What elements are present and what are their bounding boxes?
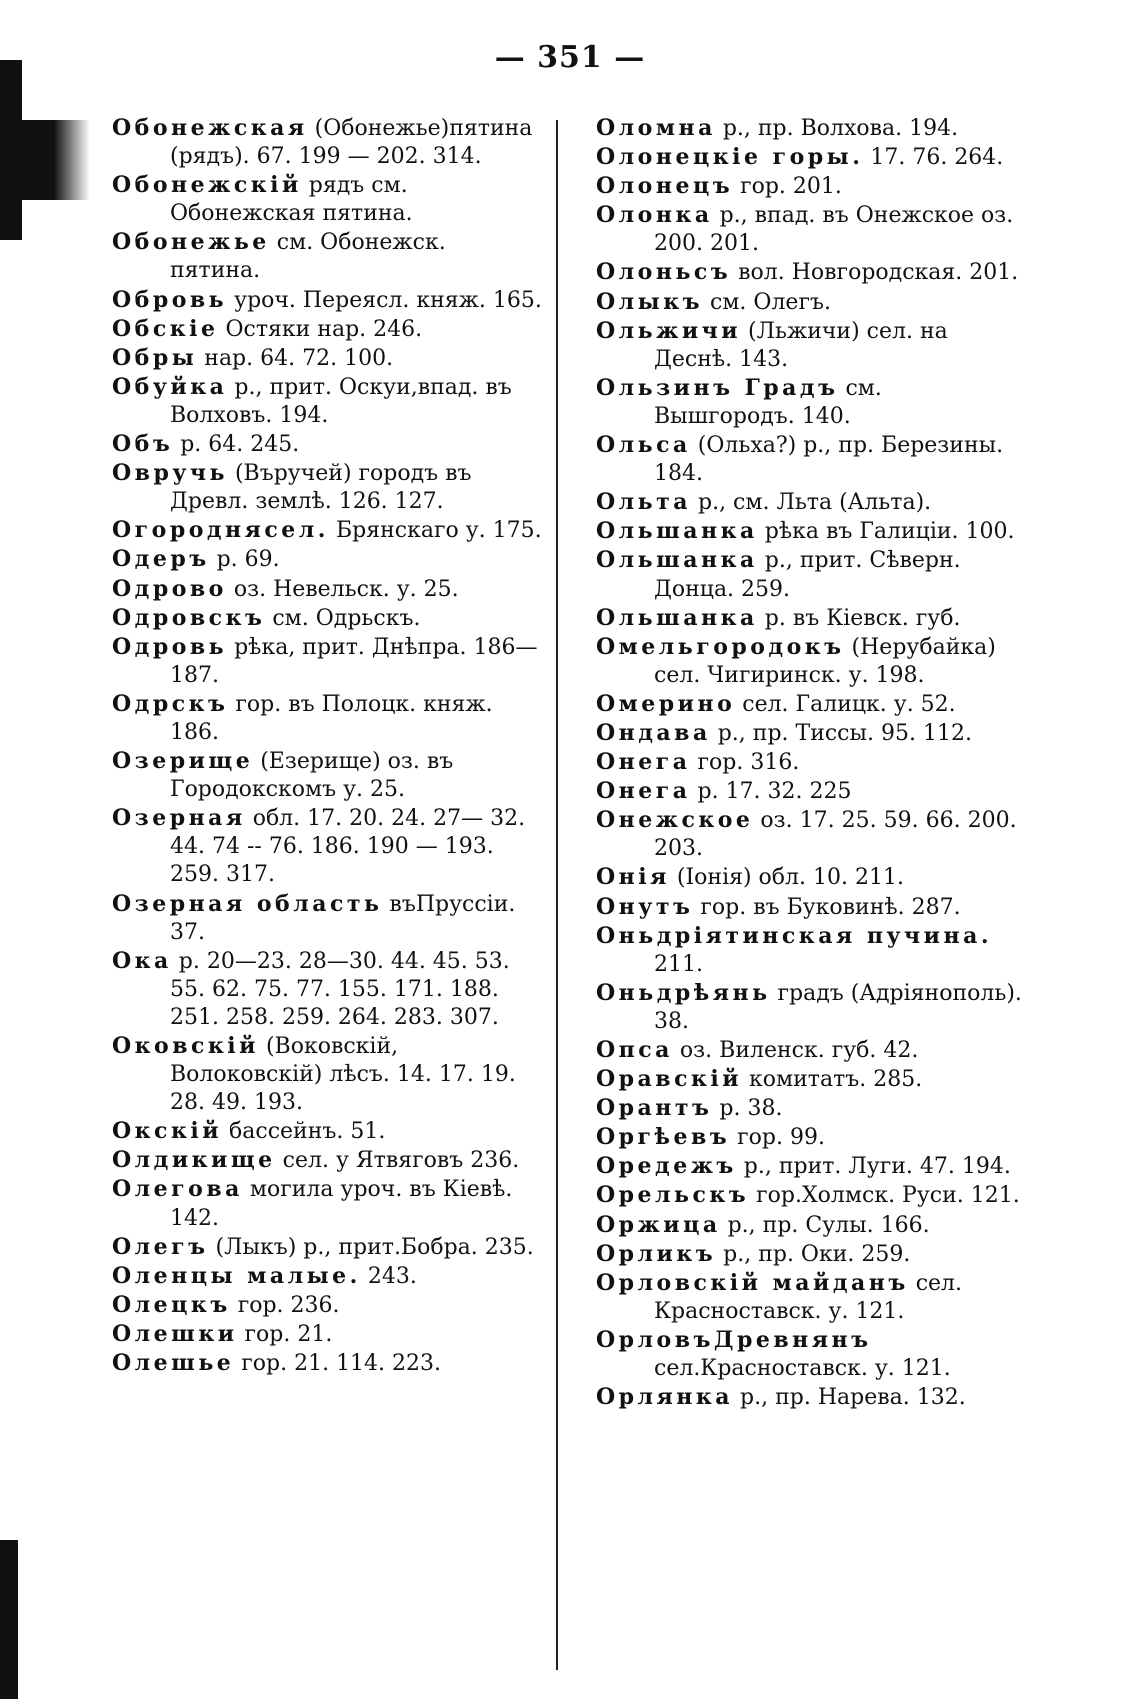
entry-headword: Орликъ bbox=[596, 1240, 717, 1267]
entry-text: см. Одрьскъ. bbox=[265, 605, 421, 631]
entry-text: (Воковскій, Волоковскій) лѣсъ. 14. 17. 19. 28. 49. 193. bbox=[170, 1034, 516, 1116]
scan-edge-shadow bbox=[0, 120, 90, 200]
entry-headword: Оломна bbox=[596, 115, 716, 141]
entry-headword: Оленцы малые. bbox=[112, 1262, 361, 1289]
entry-text: въПруссіи. 37. bbox=[170, 891, 516, 945]
entry-headword: Олоньсъ bbox=[596, 259, 732, 286]
entry-text: оз. 17. 25. 59. 66. 200. 203. bbox=[654, 808, 1017, 862]
entry-text: (Езерище) оз. въ Городокскомъ у. 25. bbox=[170, 749, 454, 803]
entry-text: градъ (Адріянополь). 38. bbox=[654, 980, 1022, 1034]
index-entry bbox=[596, 690, 1026, 719]
entry-headword: Огороднясел. bbox=[112, 517, 329, 544]
entry-headword: ОрловъДревнянъ bbox=[596, 1326, 872, 1353]
entry-headword: Оравскій bbox=[596, 1066, 743, 1093]
entry-headword: Оньдріятинская пучина. bbox=[596, 922, 992, 949]
entry-text: сел. у Ятвяговъ 236. bbox=[275, 1148, 520, 1174]
entry-text: рѣка, прит. Днѣпра. 186—187. bbox=[170, 634, 538, 688]
index-entry bbox=[596, 374, 1026, 431]
entry-headword: Олонка bbox=[596, 202, 713, 229]
index-entry bbox=[112, 747, 542, 804]
index-entry bbox=[596, 517, 1026, 546]
index-entry bbox=[112, 1320, 542, 1349]
entry-headword: Одровскъ bbox=[112, 604, 266, 631]
entry-text: см. Олегъ. bbox=[703, 289, 831, 315]
entry-text: р., пр. Волхова. 194. bbox=[715, 116, 959, 141]
index-entry bbox=[596, 172, 1026, 201]
index-entry bbox=[596, 1123, 1026, 1152]
index-entry bbox=[596, 1383, 1026, 1412]
entry-text: р., пр. Нарева. 132. bbox=[733, 1385, 966, 1411]
index-entry bbox=[596, 604, 1026, 633]
entry-headword: Ока bbox=[112, 947, 172, 974]
index-entry bbox=[112, 171, 542, 228]
index-entry bbox=[112, 1262, 542, 1291]
entry-headword: Ольшанка bbox=[596, 518, 758, 545]
entry-text: рядъ см. Обонежская пятина. bbox=[170, 173, 413, 227]
entry-headword: Олецкъ bbox=[112, 1291, 231, 1318]
index-entry bbox=[596, 201, 1026, 258]
entry-text: р., см. Льта (Альта). bbox=[691, 490, 932, 516]
index-entry bbox=[112, 1233, 542, 1262]
entry-text: р., пр. Сулы. 166. bbox=[720, 1212, 930, 1238]
entry-text: р., прит. Луги. 47. 194. bbox=[736, 1154, 1011, 1180]
entry-text: вол. Новгородская. 201. bbox=[731, 260, 1019, 286]
index-entry bbox=[596, 258, 1026, 287]
index-entry bbox=[112, 1291, 542, 1320]
entry-text: сел.Красноставск. у. 121. bbox=[654, 1356, 951, 1382]
entry-headword: Одрово bbox=[112, 575, 227, 602]
index-entry bbox=[596, 719, 1026, 748]
entry-headword: Онія bbox=[596, 864, 670, 891]
entry-text: оз. Виленск. губ. 42. bbox=[672, 1038, 919, 1063]
entry-text: гор. 21. 114. 223. bbox=[234, 1351, 442, 1377]
entry-headword: Обонежская bbox=[112, 115, 308, 141]
index-entry bbox=[596, 288, 1026, 317]
index-entry bbox=[596, 488, 1026, 517]
entry-headword: Орантъ bbox=[596, 1095, 713, 1122]
entry-headword: Ольшанка bbox=[596, 604, 758, 631]
entry-text: комитатъ. 285. bbox=[742, 1067, 923, 1093]
entry-text: р., впад. въ Онежское оз. 200. 201. bbox=[654, 203, 1014, 257]
index-entry bbox=[112, 1032, 542, 1117]
entry-headword: Олегъ bbox=[112, 1233, 209, 1260]
index-entry bbox=[596, 893, 1026, 922]
entry-headword: Объ bbox=[112, 431, 174, 458]
entry-headword: Ондава bbox=[596, 719, 711, 746]
entry-headword: Озерище bbox=[112, 748, 254, 775]
entry-headword: Овручь bbox=[112, 460, 228, 487]
index-column-left bbox=[112, 114, 542, 1378]
entry-headword: Ольта bbox=[596, 489, 691, 516]
entry-text: р. 20—23. 28—30. 44. 45. 53. 55. 62. 75. 77. 155. 171. 188. 251. 258. 259. 264. 283. 307. bbox=[170, 948, 510, 1030]
index-entry bbox=[596, 1326, 1026, 1383]
entry-text: (Лыкъ) р., прит.Бобра. 235. bbox=[208, 1234, 534, 1260]
entry-headword: Оргѣевъ bbox=[596, 1124, 731, 1151]
index-entry bbox=[596, 114, 1026, 143]
entry-text: (Нерубайка) сел. Чигиринск. у. 198. bbox=[654, 634, 996, 688]
scan-edge-shadow bbox=[0, 1540, 18, 1699]
entry-headword: Озерная bbox=[112, 805, 246, 832]
entry-headword: Обровь bbox=[112, 286, 228, 313]
index-entry bbox=[112, 228, 542, 285]
entry-text: оз. Невельск. у. 25. bbox=[226, 576, 459, 602]
entry-text: гор.Холмск. Руси. 121. bbox=[749, 1183, 1020, 1209]
index-entry bbox=[596, 979, 1026, 1036]
entry-headword: Олешки bbox=[112, 1320, 238, 1347]
entry-text: бассейнъ. 51. bbox=[222, 1119, 386, 1145]
index-entry bbox=[112, 890, 542, 947]
index-entry bbox=[112, 516, 542, 545]
index-entry bbox=[112, 430, 542, 459]
entry-text: гор. въ Полоцк. княж. 186. bbox=[170, 691, 493, 745]
entry-headword: Омельгородокъ bbox=[596, 633, 845, 660]
entry-text: 243. bbox=[360, 1263, 417, 1289]
index-entry bbox=[112, 459, 542, 516]
entry-headword: Онега bbox=[596, 749, 691, 776]
entry-headword: Окскій bbox=[112, 1118, 223, 1145]
index-entry bbox=[112, 114, 542, 171]
entry-text: см. Обонежск. пятина. bbox=[170, 230, 446, 284]
entry-headword: Обуйка bbox=[112, 373, 228, 400]
entry-headword: Ольжичи bbox=[596, 317, 742, 344]
entry-headword: Обскіе bbox=[112, 315, 219, 342]
index-entry bbox=[596, 863, 1026, 892]
entry-headword: Одровь bbox=[112, 633, 228, 660]
entry-text: гор. 316. bbox=[690, 750, 800, 776]
entry-headword: Олонецкіе горы. bbox=[596, 144, 864, 171]
entry-text: см. Вышгородъ. 140. bbox=[654, 375, 882, 429]
index-entry bbox=[596, 748, 1026, 777]
index-entry bbox=[596, 922, 1026, 979]
entry-headword: Обонежье bbox=[112, 229, 270, 256]
entry-text: Остяки нар. 246. bbox=[218, 316, 423, 342]
entry-text: могила уроч. въ Кіевѣ. 142. bbox=[170, 1177, 513, 1231]
entry-headword: Орельскъ bbox=[596, 1182, 750, 1209]
entry-text: Брянскаго у. 175. bbox=[328, 518, 542, 544]
entry-text: р. 38. bbox=[712, 1096, 783, 1122]
entry-headword: Опса bbox=[596, 1037, 673, 1063]
index-column-right bbox=[596, 114, 1026, 1412]
entry-headword: Обры bbox=[112, 344, 198, 371]
entry-headword: Озерная область bbox=[112, 890, 383, 917]
entry-text: гор. 236. bbox=[230, 1292, 340, 1318]
entry-text: сел. Красноставск. у. 121. bbox=[654, 1270, 963, 1324]
index-entry bbox=[596, 546, 1026, 603]
entry-headword: Ольса bbox=[596, 432, 691, 459]
index-entry bbox=[112, 1175, 542, 1232]
index-entry bbox=[112, 373, 542, 430]
index-entry bbox=[112, 286, 542, 315]
entry-text: (Іонія) обл. 10. 211. bbox=[669, 865, 904, 891]
entry-text: обл. 17. 20. 24. 27— 32. 44. 74 -- 76. 186. 190 — 193. 259. 317. bbox=[170, 806, 526, 888]
entry-headword: Олыкъ bbox=[596, 288, 703, 315]
entry-headword: Онега bbox=[596, 778, 691, 805]
entry-text: гор. 21. bbox=[237, 1321, 333, 1347]
index-entry bbox=[112, 690, 542, 747]
entry-text: р. 69. bbox=[209, 547, 280, 573]
entry-text: (Обонежье)пятина (рядъ). 67. 199 — 202. 314. bbox=[170, 116, 533, 170]
entry-text: р., пр. Оки. 259. bbox=[716, 1241, 911, 1267]
entry-text: р., прит. Сѣверн. Донца. 259. bbox=[654, 548, 961, 602]
index-entry bbox=[596, 1240, 1026, 1269]
index-entry bbox=[596, 431, 1026, 488]
entry-headword: Ользинъ Градъ bbox=[596, 374, 839, 401]
index-entry bbox=[112, 315, 542, 344]
entry-text: гор. 99. bbox=[730, 1125, 825, 1151]
entry-headword: Олдикище bbox=[112, 1147, 276, 1174]
index-entry bbox=[112, 947, 542, 1032]
entry-text: р., прит. Оскуи,впад. въ Волховъ. 194. bbox=[170, 374, 512, 428]
index-entry bbox=[596, 143, 1026, 172]
entry-headword: Обонежскій bbox=[112, 172, 302, 199]
entry-text: сел. Галицк. у. 52. bbox=[735, 691, 956, 717]
entry-headword: Оредежъ bbox=[596, 1153, 737, 1180]
entry-text: р. 64. 245. bbox=[173, 432, 300, 458]
column-divider bbox=[556, 120, 558, 1670]
index-entry bbox=[112, 1117, 542, 1146]
index-entry bbox=[112, 604, 542, 633]
index-entry bbox=[112, 633, 542, 690]
index-entry bbox=[596, 1269, 1026, 1326]
entry-headword: Олегова bbox=[112, 1176, 243, 1203]
entry-headword: Олонецъ bbox=[596, 173, 734, 200]
index-entry bbox=[596, 1065, 1026, 1094]
index-entry bbox=[596, 1181, 1026, 1210]
entry-text: (Льжичи) сел. на Деснѣ. 143. bbox=[654, 318, 948, 372]
index-entry bbox=[596, 777, 1026, 806]
entry-headword: Оковскій bbox=[112, 1033, 259, 1059]
entry-headword: Оржица bbox=[596, 1211, 721, 1238]
entry-headword: Онежское bbox=[596, 807, 754, 834]
entry-text: р., пр. Тиссы. 95. 112. bbox=[710, 720, 972, 746]
entry-text: (Въручей) городъ въ Древл. землѣ. 126. 127. bbox=[170, 461, 472, 515]
entry-text: уроч. Переясл. княж. 165. bbox=[227, 287, 542, 313]
index-entry bbox=[596, 1211, 1026, 1240]
entry-text: (Ольха?) р., пр. Березины. 184. bbox=[654, 433, 1004, 487]
entry-headword: Одеръ bbox=[112, 546, 210, 573]
index-entry bbox=[112, 1146, 542, 1175]
entry-headword: Одрскъ bbox=[112, 690, 229, 717]
entry-headword: Оньдрѣянь bbox=[596, 979, 771, 1006]
index-entry bbox=[596, 317, 1026, 374]
index-entry bbox=[596, 806, 1026, 863]
index-entry bbox=[596, 633, 1026, 690]
index-entry bbox=[112, 344, 542, 373]
index-entry bbox=[112, 575, 542, 604]
index-entry bbox=[112, 545, 542, 574]
index-entry bbox=[596, 1036, 1026, 1065]
entry-text: р. 17. 32. 225 bbox=[690, 779, 852, 805]
entry-text: р. въ Кіевск. губ. bbox=[757, 605, 961, 631]
entry-text: нар. 64. 72. 100. bbox=[197, 345, 394, 371]
entry-text: рѣка въ Галиціи. 100. bbox=[757, 519, 1015, 545]
entry-headword: Олешье bbox=[112, 1350, 235, 1377]
entry-text: гор. въ Буковинѣ. 287. bbox=[693, 894, 961, 920]
entry-headword: Омерино bbox=[596, 690, 736, 717]
entry-headword: Орлянка bbox=[596, 1384, 734, 1411]
page-number: — 351 — bbox=[494, 40, 646, 75]
index-entry bbox=[112, 1349, 542, 1378]
entry-text: 17. 76. 264. bbox=[863, 145, 1004, 171]
entry-text: гор. 201. bbox=[733, 174, 842, 200]
entry-headword: Онутъ bbox=[596, 893, 694, 920]
entry-headword: Орловскій майданъ bbox=[596, 1269, 909, 1296]
index-entry bbox=[596, 1094, 1026, 1123]
index-entry bbox=[112, 804, 542, 889]
entry-text: 211. bbox=[654, 951, 703, 977]
entry-headword: Ольшанка bbox=[596, 547, 758, 574]
index-entry bbox=[596, 1152, 1026, 1181]
